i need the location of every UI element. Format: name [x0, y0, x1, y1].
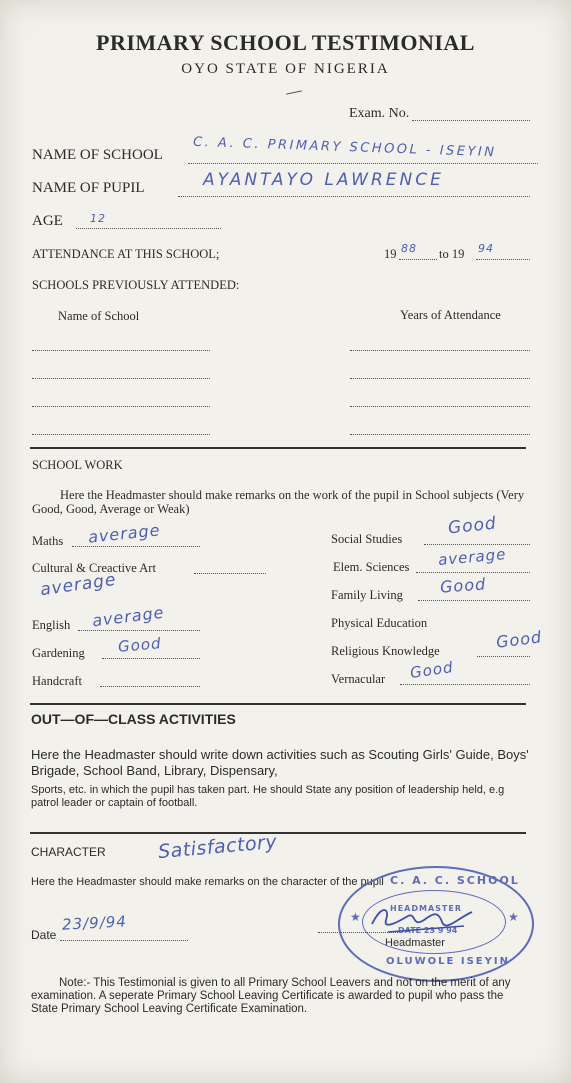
stamp-middle-text: HEADMASTER	[390, 904, 462, 913]
cultural-art-label: Cultural & Creactive Art	[32, 561, 156, 575]
prev-years-line-4	[350, 434, 530, 435]
physical-education-label: Physical Education	[331, 616, 428, 630]
year-to-label: to 19	[439, 247, 465, 261]
section-divider	[30, 447, 526, 449]
school-work-heading: SCHOOL WORK	[32, 458, 123, 472]
section-divider	[30, 832, 526, 834]
pupil-name-value: AYANTAYO LAWRENCE	[203, 170, 444, 190]
date-value: 23/9/94	[61, 912, 128, 934]
gardening-value: Good	[117, 634, 163, 656]
maths-value: average	[87, 520, 162, 547]
footer-note: Note:- This Testimonial is given to all Primary School Leavers and not on the merit of any examination. A seperate Primary School Leaving Certificate is awarded to pupil who pass the State Primary School Leaving Certificate Examination.	[31, 977, 511, 1015]
social-studies-line	[424, 544, 530, 545]
family-living-line	[418, 600, 530, 601]
elem-sciences-line	[416, 572, 530, 573]
document-title: PRIMARY SCHOOL TESTIMONIAL	[96, 30, 475, 55]
prev-school-line-2	[32, 378, 210, 379]
english-value: average	[91, 602, 166, 631]
year-from-line	[399, 259, 437, 260]
prev-years-line-2	[350, 378, 530, 379]
stamp-star-icon: ★	[350, 910, 361, 924]
cultural-art-value: average	[38, 569, 118, 601]
date-label: Date	[31, 928, 57, 942]
vernacular-label: Vernacular	[331, 672, 386, 686]
pupil-name-label: NAME OF PUPIL	[32, 180, 145, 196]
stamp-star-icon: ★	[508, 910, 519, 924]
year-to-value: 94	[478, 242, 494, 255]
maths-label: Maths	[32, 534, 64, 548]
headmaster-label: Headmaster	[385, 937, 445, 949]
headmaster-signature	[368, 898, 478, 938]
age-value: 12	[90, 212, 106, 225]
school-name-label: NAME OF SCHOOL	[32, 147, 163, 163]
activities-instruction-main: Here the Headmaster should write down activities such as Scouting Girls' Guide, Boys' Brigade, School Band, Library, Dispensary,	[31, 747, 529, 778]
religious-knowledge-label: Religious Knowledge	[331, 644, 440, 658]
exam-no-line	[412, 120, 530, 121]
year-from-value: 88	[401, 242, 417, 255]
religious-knowledge-value: Good	[495, 627, 544, 652]
english-line	[78, 630, 200, 631]
handcraft-line	[100, 686, 200, 687]
prev-school-line-3	[32, 406, 210, 407]
social-studies-value: Good	[447, 513, 498, 539]
cultural-art-line	[194, 573, 266, 574]
english-label: English	[32, 618, 71, 632]
date-line	[60, 940, 188, 941]
exam-no-label: Exam. No.	[349, 106, 410, 121]
previous-schools-label: SCHOOLS PREVIOUSLY ATTENDED:	[32, 278, 240, 292]
activities-heading: OUT—OF—CLASS ACTIVITIES	[31, 711, 236, 727]
document-subtitle: OYO STATE OF NIGERIA	[181, 61, 390, 77]
stamp-bottom-text: OLUWOLE ISEYIN	[386, 956, 510, 967]
attendance-label: ATTENDANCE AT THIS SCHOOL;	[32, 247, 220, 261]
social-studies-label: Social Studies	[331, 532, 403, 546]
character-heading: CHARACTER	[31, 845, 106, 859]
prev-years-line-3	[350, 406, 530, 407]
prev-name-column: Name of School	[58, 309, 140, 323]
year-to-line	[476, 259, 530, 260]
vernacular-value: Good	[408, 658, 455, 682]
family-living-value: Good	[439, 574, 487, 597]
school-work-instruction: Here the Headmaster should make remarks on the work of the pupil in School subjects (Very Good, Good, Average or Weak)	[32, 488, 525, 516]
religious-knowledge-line	[477, 656, 530, 657]
age-line	[76, 228, 221, 229]
family-living-label: Family Living	[331, 588, 403, 602]
elem-sciences-value: average	[437, 545, 508, 569]
handcraft-label: Handcraft	[32, 674, 82, 688]
activities-instruction-small: Sports, etc. in which the pupil has taken part. He should State any position of leadership held, e.g patrol leader or captain of football.	[31, 784, 505, 809]
year-from-prefix: 19	[384, 247, 397, 261]
pupil-name-line	[178, 196, 530, 197]
elem-sciences-label: Elem. Sciences	[333, 560, 410, 574]
prev-school-line-1	[32, 350, 210, 351]
section-divider	[30, 703, 526, 705]
stamp-date-text: DATE 23 9 94	[398, 926, 458, 935]
pen-mark	[286, 90, 302, 94]
school-name-value: C. A. C. PRIMARY SCHOOL - ISEYIN	[192, 134, 497, 161]
stamp-top-text: C. A. C. SCHOOL	[390, 874, 520, 887]
gardening-label: Gardening	[32, 646, 85, 660]
age-label: AGE	[32, 213, 63, 229]
prev-school-line-4	[32, 434, 210, 435]
prev-years-line-1	[350, 350, 530, 351]
character-value: Satisfactory	[157, 830, 278, 864]
gardening-line	[102, 658, 200, 659]
vernacular-line	[400, 684, 530, 685]
prev-years-column: Years of Attendance	[400, 308, 501, 322]
character-instruction: Here the Headmaster should make remarks on the character of the pupil	[31, 876, 384, 888]
school-name-line	[188, 163, 538, 164]
